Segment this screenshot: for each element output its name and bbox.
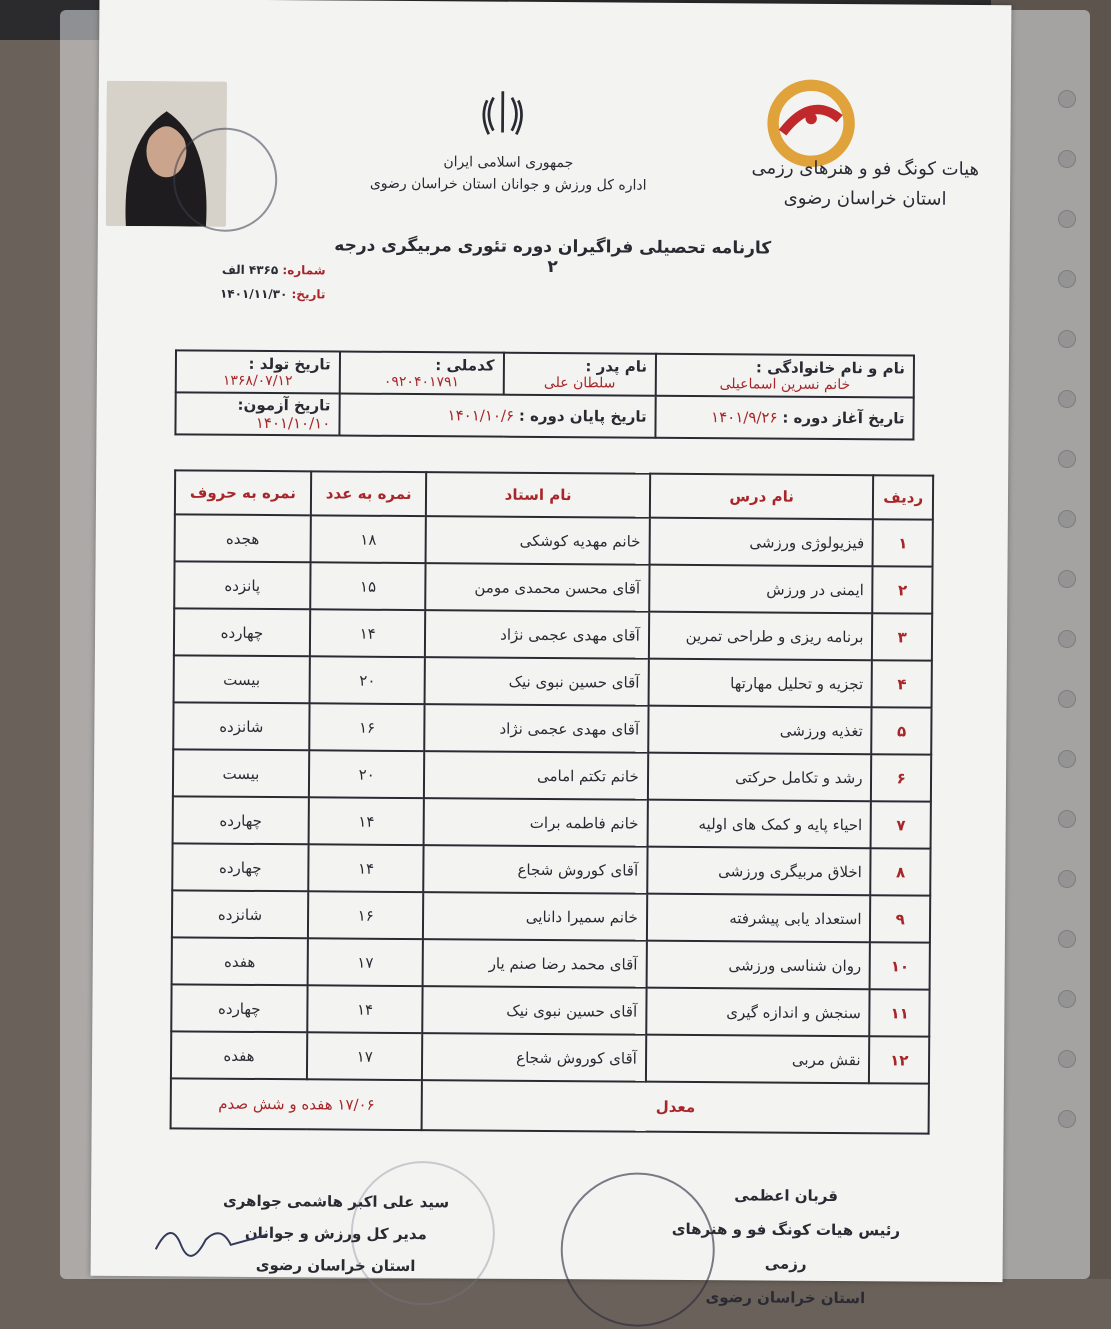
header-teacher: نام استاد [426, 472, 650, 518]
course-name: رشد و تکامل حرکتی [648, 753, 872, 802]
header-row: ردیف [873, 475, 933, 519]
row-number: ۳ [872, 613, 932, 660]
ministry-name: جمهوری اسلامی ایران اداره کل ورزش و جوانان استان خراسان رضوی [369, 154, 647, 194]
row-number: ۵ [872, 707, 932, 754]
row-number: ۴ [872, 660, 932, 707]
row-number: ۶ [871, 754, 931, 801]
course-name: احیاء پایه و کمک های اولیه [647, 800, 871, 849]
score-words: هفده [172, 937, 308, 985]
name-cell: نام و نام خانوادگی : خانم نسرین اسماعیلی [656, 354, 914, 398]
table-row [172, 937, 930, 989]
table-row [173, 796, 931, 848]
score-number: ۱۷ [307, 938, 423, 986]
course-name: تغذیه ورزشی [648, 706, 872, 755]
average-row [171, 1078, 929, 1133]
photo-stamp [173, 127, 278, 232]
iran-emblem-icon [478, 86, 526, 141]
average-value: ۱۷/۰۶ هفده و شش صدم [171, 1078, 423, 1130]
ministry-signature-block: سید علی اکبر هاشمی جواهری مدیر کل ورزش و جوانان استان خراسان رضوی [222, 1191, 450, 1276]
row-number: ۸ [871, 848, 931, 895]
row-number: ۲ [873, 566, 933, 613]
score-number: ۲۰ [309, 656, 425, 704]
teacher-name: آقای حسین نبوی نیک [423, 986, 647, 1035]
score-number: ۱۴ [308, 844, 424, 892]
course-name: سنجش و اندازه گیری [646, 988, 870, 1037]
federation-name: هیات کونگ فو و هنرهای رزمی استان خراسان رضوی [751, 157, 980, 210]
score-number: ۱۴ [310, 609, 426, 657]
course-name: نقش مربی [646, 1035, 870, 1084]
course-name: اخلاق مربیگری ورزشی [647, 847, 871, 896]
handwritten-signature [151, 1214, 271, 1265]
course-name: فیزیولوژی ورزشی [649, 518, 873, 567]
table-row [171, 1031, 929, 1083]
course-name: برنامه ریزی و طراحی تمرین [649, 612, 873, 661]
row-number: ۱۱ [870, 989, 930, 1036]
table-row [173, 749, 931, 801]
table-row [172, 890, 930, 942]
score-number: ۱۵ [310, 562, 426, 610]
end-cell: تاریخ پایان دوره : ۱۴۰۱/۱۰/۶ [339, 394, 656, 438]
teacher-name: خانم مهدیه کوشکی [426, 516, 650, 565]
header-score: نمره به عدد [311, 471, 427, 516]
document-meta: شماره: ۴۳۶۵ الف تاریخ: ۱۴۰۱/۱۱/۳۰ [219, 262, 326, 302]
row-number: ۷ [871, 801, 931, 848]
score-words: چهارده [173, 796, 309, 844]
teacher-name: آقای محمد رضا صنم یار [423, 939, 647, 988]
table-row [172, 843, 930, 895]
average-label: معدل [422, 1080, 929, 1134]
teacher-name: خانم فاطمه برات [424, 798, 648, 847]
table-row [174, 608, 932, 660]
teacher-name: آقای مهدی عجمی نژاد [425, 610, 649, 659]
table-row [173, 702, 931, 754]
score-number: ۱۸ [310, 515, 426, 563]
row-number: ۹ [870, 895, 930, 942]
score-number: ۱۴ [307, 985, 423, 1033]
transcript-page [91, 0, 1012, 1308]
score-words: پانزده [174, 561, 310, 609]
score-number: ۱۶ [308, 891, 424, 939]
row-number: ۱ [873, 519, 933, 566]
table-row [174, 561, 932, 613]
teacher-name: خانم تکتم امامی [424, 751, 648, 800]
document-title: کارنامه تحصیلی فراگیران دوره تئوری مربیگری درجه ۲ [334, 235, 772, 278]
score-words: هفده [171, 1031, 307, 1079]
score-number: ۲۰ [309, 750, 425, 798]
grades-table [170, 469, 935, 1134]
exam-cell: تاریخ آزمون: ۱۴۰۱/۱۰/۱۰ [175, 392, 339, 435]
score-number: ۱۴ [308, 797, 424, 845]
course-name: روان شناسی ورزشی [646, 941, 870, 990]
header-score-words: نمره به حروف [175, 470, 311, 515]
header-course: نام درس [650, 474, 874, 520]
score-words: بیست [174, 655, 310, 703]
score-words: شانزده [172, 890, 308, 938]
teacher-name: آقای محسن محمدی مومن [426, 563, 650, 612]
teacher-name: آقای کوروش شجاع [422, 1033, 646, 1082]
score-number: ۱۶ [309, 703, 425, 751]
score-words: چهارده [174, 608, 310, 656]
nid-cell: کدملی : ۰۹۲۰۴۰۱۷۹۱ [340, 352, 504, 395]
table-row [175, 514, 933, 566]
federation-signature-block: قربان اعظمی رئیس هیات کونگ فو و هنرهای رزمی استان خراسان رضوی [671, 1186, 901, 1308]
score-words: چهارده [171, 984, 307, 1032]
score-number: ۱۷ [307, 1032, 423, 1080]
father-cell: نام پدر : سلطان علی [503, 353, 656, 396]
course-name: استعداد یابی پیشرفته [647, 894, 871, 943]
table-row [174, 655, 932, 707]
score-words: بیست [173, 749, 309, 797]
score-words: چهارده [172, 843, 308, 891]
teacher-name: آقای مهدی عجمی نژاد [425, 704, 649, 753]
teacher-name: آقای کوروش شجاع [424, 845, 648, 894]
birth-cell: تاریخ تولد : ۱۳۶۸/۰۷/۱۲ [176, 350, 340, 393]
teacher-name: خانم سمیرا دانایی [423, 892, 647, 941]
table-row [171, 984, 929, 1036]
start-cell: تاریخ آغاز دوره : ۱۴۰۱/۹/۲۶ [656, 396, 914, 440]
row-number: ۱۲ [869, 1036, 929, 1083]
sleeve-holes [1048, 90, 1084, 1270]
score-words: شانزده [173, 702, 309, 750]
student-info-table [174, 349, 915, 440]
row-number: ۱۰ [870, 942, 930, 989]
score-words: هجده [175, 514, 311, 562]
course-name: ایمنی در ورزش [649, 565, 873, 614]
teacher-name: آقای حسین نبوی نیک [425, 657, 649, 706]
course-name: تجزیه و تحلیل مهارتها [648, 659, 872, 708]
